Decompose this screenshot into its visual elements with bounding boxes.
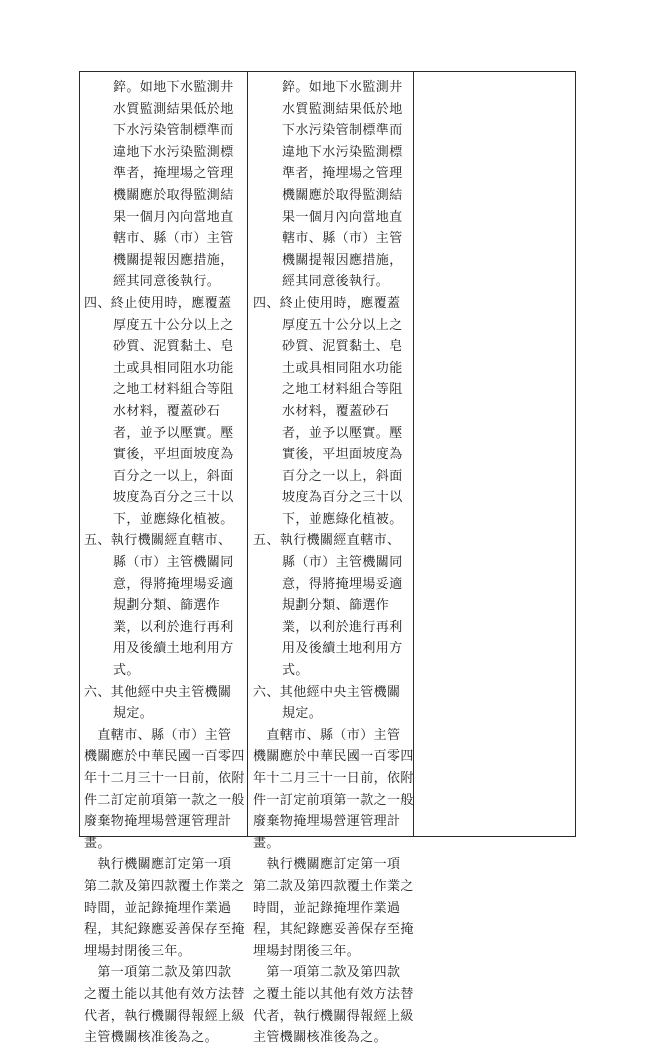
text-line: 違地下水污染監測標 <box>282 144 403 160</box>
text-line: 業，以利於進行再利 <box>113 619 234 635</box>
text-line: 五、執行機關經直轄市、 <box>84 533 232 549</box>
text-line: 果一個月內向當地直 <box>282 209 403 225</box>
text-line: 果一個月內向當地直 <box>113 209 234 225</box>
text-line: 埋場封閉後三年。 <box>253 943 361 959</box>
text-line: 坡度為百分之三十以 <box>113 490 234 506</box>
text-line: 者，並予以壓實。壓 <box>282 425 403 441</box>
text-line: 實後，平坦面坡度為 <box>113 447 234 463</box>
text-line: 下，並應綠化植被。 <box>282 511 403 527</box>
text-line: 時間，並記錄掩埋作業過 <box>253 900 401 916</box>
text-line: 縣（市）主管機關同 <box>113 555 234 571</box>
text-line: 轄市、縣（市）主管 <box>282 231 403 247</box>
text-line: 代者，執行機關得報經上級 <box>84 1008 245 1024</box>
text-line: 廢棄物掩埋場營運管理計 <box>84 814 232 830</box>
text-line: 年十二月三十一日前，依附 <box>253 771 414 786</box>
text-line: 水質監測結果低於地 <box>282 101 403 117</box>
text-line: 四、終止使用時，應覆蓋 <box>84 295 232 311</box>
text-line: 水材料，覆蓋砂石 <box>282 403 390 419</box>
text-line: 式。 <box>113 663 140 679</box>
text-line: 六、其他經中央主管機關 <box>84 684 232 700</box>
text-line: 執行機關應訂定第一項 <box>84 857 232 873</box>
text-line: 土或具相同阻水功能 <box>113 360 234 376</box>
text-line: 埋場封閉後三年。 <box>84 943 192 959</box>
text-line: 者，並予以壓實。壓 <box>113 425 234 441</box>
text-line: 錊。如地下水監測井 <box>282 80 403 95</box>
text-line: 之覆土能以其他有效方法替 <box>84 986 245 1002</box>
text-line: 之地工材料組合等阻 <box>282 382 403 398</box>
text-line: 時間，並記錄掩埋作業過 <box>84 900 232 916</box>
text-line: 水材料，覆蓋砂石 <box>113 403 221 419</box>
text-line: 意，得將掩埋場妥適 <box>113 576 234 592</box>
text-line: 實後，平坦面坡度為 <box>282 447 403 463</box>
text-line: 經其同意後執行。 <box>113 274 221 290</box>
text-line: 下水污染管制標準而 <box>113 123 234 139</box>
text-line: 執行機關應訂定第一項 <box>253 857 401 873</box>
text-line: 第一項第二款及第四款 <box>84 965 232 981</box>
text-line: 準者，掩埋場之管理 <box>113 166 234 182</box>
text-line: 意，得將掩埋場妥適 <box>282 576 403 592</box>
text-line: 直轄市、縣（市）主管 <box>84 727 232 743</box>
text-line: 百分之一以上，斜面 <box>282 468 403 484</box>
text-line: 土或具相同阻水功能 <box>282 360 403 376</box>
text-line: 六、其他經中央主管機關 <box>253 684 401 700</box>
text-line: 五、執行機關經直轄市、 <box>253 533 401 549</box>
text-line: 機關應於中華民國一百零四 <box>253 749 414 765</box>
text-line: 四、終止使用時，應覆蓋 <box>253 295 401 311</box>
text-line: 年十二月三十一日前，依附 <box>84 771 245 786</box>
text-line: 規劃分類、篩選作 <box>282 598 390 614</box>
text-line: 規劃分類、篩選作 <box>113 598 221 614</box>
text-line: 規定。 <box>113 706 154 722</box>
text-line: 業，以利於進行再利 <box>282 619 403 635</box>
text-line: 畫。 <box>253 835 280 851</box>
text-line: 主管機關核准後為之。 <box>253 1030 388 1046</box>
column-divider <box>247 72 248 836</box>
text-line: 轄市、縣（市）主管 <box>113 231 234 247</box>
text-line: 程，其紀錄應妥善保存至掩 <box>84 922 245 938</box>
text-line: 坡度為百分之三十以 <box>282 490 403 506</box>
text-line: 機關應於中華民國一百零四 <box>84 749 245 765</box>
text-line: 機關應於取得監測結 <box>113 187 234 203</box>
text-line: 主管機關核准後為之。 <box>84 1030 219 1046</box>
text-line: 用及後續土地利用方 <box>282 641 403 657</box>
text-line: 水質監測結果低於地 <box>113 101 234 117</box>
text-line: 下，並應綠化植被。 <box>113 511 234 527</box>
text-line: 件二訂定前項第一款之一般 <box>84 792 245 808</box>
text-line: 準者，掩埋場之管理 <box>282 166 403 182</box>
text-line: 程，其紀錄應妥善保存至掩 <box>253 922 414 938</box>
text-line: 用及後續土地利用方 <box>113 641 234 657</box>
text-line: 經其同意後執行。 <box>282 274 390 290</box>
text-line: 第二款及第四款覆土作業之 <box>84 878 245 894</box>
text-line: 機關應於取得監測結 <box>282 187 403 203</box>
text-line: 百分之一以上，斜面 <box>113 468 234 484</box>
text-line: 機關提報因應措施， <box>113 252 234 268</box>
text-line: 之地工材料組合等阻 <box>113 382 234 398</box>
text-line: 砂質、泥質黏土、皂 <box>282 339 403 355</box>
comparison-table <box>79 71 576 1046</box>
text-line: 第二款及第四款覆土作業之 <box>253 878 414 894</box>
current-provision-column <box>253 77 415 1049</box>
text-line: 機關提報因應措施， <box>282 252 403 268</box>
text-line: 代者，執行機關得報經上級 <box>253 1008 414 1024</box>
text-line: 式。 <box>282 663 309 679</box>
text-line: 件一訂定前項第一款之一般 <box>253 792 414 808</box>
text-line: 第一項第二款及第四款 <box>253 965 401 981</box>
text-line: 廢棄物掩埋場營運管理計 <box>253 814 401 830</box>
text-line: 砂質、泥質黏土、皂 <box>113 339 234 355</box>
text-line: 縣（市）主管機關同 <box>282 555 403 571</box>
text-line: 畫。 <box>84 835 111 851</box>
text-line: 違地下水污染監測標 <box>113 144 234 160</box>
text-line: 錊。如地下水監測井 <box>113 80 234 95</box>
text-line: 直轄市、縣（市）主管 <box>253 727 401 743</box>
text-line: 規定。 <box>282 706 323 722</box>
amended-provision-column <box>84 77 246 1049</box>
text-line: 下水污染管制標準而 <box>282 123 403 139</box>
text-line: 厚度五十公分以上之 <box>282 317 403 333</box>
text-line: 之覆土能以其他有效方法替 <box>253 986 414 1002</box>
text-line: 厚度五十公分以上之 <box>113 317 234 333</box>
